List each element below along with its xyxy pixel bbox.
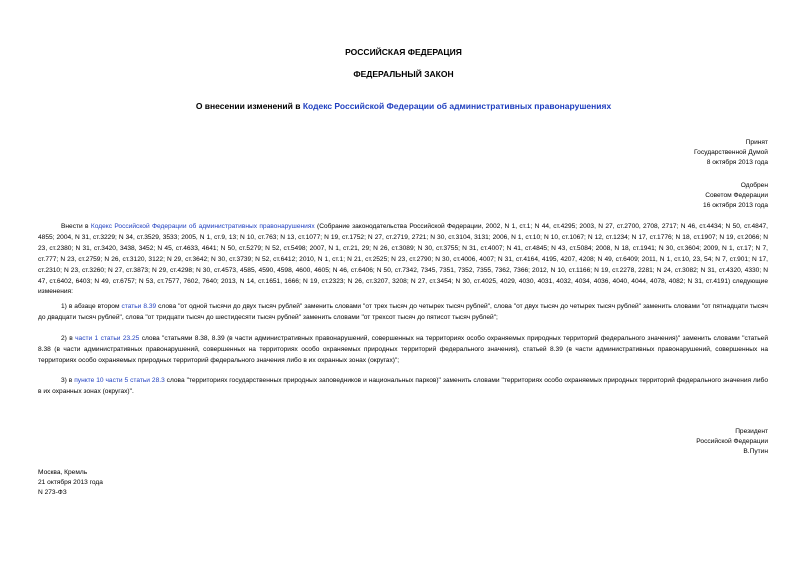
approved-block bbox=[703, 181, 768, 211]
codex-title-link[interactable]: Кодекс Российской Федерации об административных правонарушениях bbox=[302, 101, 612, 111]
law-type-heading: ФЕДЕРАЛЬНЫЙ ЗАКОН bbox=[353, 69, 454, 79]
item-3-prefix: 3) в bbox=[61, 377, 75, 384]
intro-text: (Собрание законодательства Российской Федерации, 2002, N 1, ст.1; N 44, ст.4295; 2003, N 27, ст.2700, 2708, 2717; N 46, ст.4434; N 50, ст.4847, 4855; 2004, N 31, ст.3229; N 34, ст.3529, 3533; 2005, N 1, ст.9, 13; N 10, ст.763; N 13, ст.1077; N 19, ст.1752; N 27, ст.2719, 2721; N 30, ст.3104, 3131; 2006, N 1, ст.10; N 10, ст.1067; N 12, ст.1234; N 17, ст.1776; N 18, ст.1907; N 19, ст.2066; N 23, ст.2380; N 31, ст.3420, 3438, 3452; N 45, ст.4633, 4641; N 50, ст.5279; N 52, ст.5498; 2007, N 1, ст.21, 29; N 26, ст.3089; N 30, ст.3755; N 31, ст.4007; N 41, ст.4845; N 43, ст.5084; 2008, N 18, ст.1941; N 30, ст.3604; 2009, N 1, ст.17; N 7, ст.777; N 23, ст.2759; N 26, ст.3120, 3122; N 29, ст.3642; N 30, ст.3739; N 52, ст.6412; 2010, N 1, ст.1; N 21, ст.2525; N 23, ст.2790; N 30, ст.4006, 4007; N 31, ст.4164, 4195, 4207, 4208; N 49, ст.6409; 2011, N 1, ст.10, 23, 54; N 7, ст.901; N 17, ст.2310; N 23, ст.3260; N 27, ст.3873; N 29, ст.4298; N 30, ст.4573, 4585, 4590, 4598, 4600, 4605; N 46, ст.6406; N 50, ст.7342, 7345, 7351, 7352, 7355, 7362, 7366; 2012, N 10, ст.1166; N 19, ст.2278, 2281; N 24, ст.3082; N 31, ст.4320, 4330; N 47, ст.6402, 6403; N 49, ст.6757; N 53, ст.7577, 7602, 7640; 2013, N 14, ст.1651, 1666; N 19, ст.2323; N 26, ст.3207, 3208; N 27, ст.3454; N 30, ст.4025, 4029, 4030, 4031, 4032, 4034, 4036, 4040, 4044, 4078, 4082; N 31, ст.4191) следующие изменения: bbox=[38, 223, 768, 296]
law-title-prefix: О внесении изменений в bbox=[195, 101, 303, 111]
adopted-date: 8 октября 2013 года bbox=[706, 159, 768, 166]
item-2-prefix: 2) в bbox=[61, 335, 76, 342]
item-3-text: слова "территориях государственных природных заповедников и национальных парков)" заменить словами "территориях особо охраняемых природных территорий федерального значения либо в их охранных зонах (округах)". bbox=[38, 377, 768, 395]
country-heading: РОССИЙСКАЯ ФЕДЕРАЦИЯ bbox=[345, 47, 462, 57]
approved-label: Одобрен bbox=[740, 182, 768, 189]
article-28-3-link[interactable]: пункте 10 части 5 статьи 28.3 bbox=[74, 377, 165, 384]
adopted-label: Принят bbox=[745, 139, 768, 146]
approved-date: 16 октября 2013 года bbox=[703, 202, 768, 209]
adopted-body: Государственной Думой bbox=[694, 149, 768, 156]
signature-title: Президент bbox=[735, 428, 768, 435]
intro-codex-link[interactable]: Кодекс Российской Федерации об административных правонарушениях bbox=[90, 223, 315, 230]
intro-prefix: Внести в bbox=[61, 223, 91, 230]
approved-body: Советом Федерации bbox=[705, 192, 768, 199]
article-8-39-link[interactable]: статьи 8.39 bbox=[121, 303, 157, 310]
signing-date: 21 октября 2013 года bbox=[38, 479, 103, 486]
item-1-paragraph bbox=[38, 302, 768, 324]
law-number: N 273-ФЗ bbox=[38, 489, 67, 496]
item-2-text: слова "статьями 8.38, 8.39 (в части административных правонарушений, совершенных на территориях особо охраняемых природных территорий федерального значения)" заменить словами "статьей 8.38 (в части административных правонарушений, совершенных на территориях особо охраняемых природных территорий федерального значения), статьей 8.39 (в части административных правонарушений, совершенных на территориях особо охраняемых природных территорий федерального значения либо в их охранных зонах (округах)"; bbox=[38, 335, 769, 364]
item-2-paragraph bbox=[38, 334, 768, 367]
signature-block bbox=[696, 427, 768, 457]
item-1-text: слова "от одной тысячи до двух тысяч рублей" заменить словами "от трех тысяч до четырех тысяч рублей", слова "от двух тысяч до четырех тысяч рублей" заменить словами "от пятнадцати тысяч до двадцати тысяч рублей", слова "от тридцати тысяч до шестидесяти тысяч рублей" заменить словами "от трехсот тысяч до пятисот тысяч рублей"; bbox=[38, 303, 768, 321]
article-23-25-link[interactable]: части 1 статьи 23.25 bbox=[75, 335, 140, 342]
item-3-paragraph bbox=[38, 376, 768, 398]
adopted-block bbox=[694, 138, 768, 168]
item-1-prefix: 1) в абзаце втором bbox=[61, 303, 122, 310]
signature-country: Российской Федерации bbox=[696, 438, 768, 445]
intro-paragraph bbox=[38, 222, 768, 298]
law-title bbox=[0, 101, 807, 111]
signature-name: В.Путин bbox=[743, 448, 768, 455]
place-name: Москва, Кремль bbox=[38, 469, 88, 476]
place-date-block bbox=[38, 468, 103, 498]
